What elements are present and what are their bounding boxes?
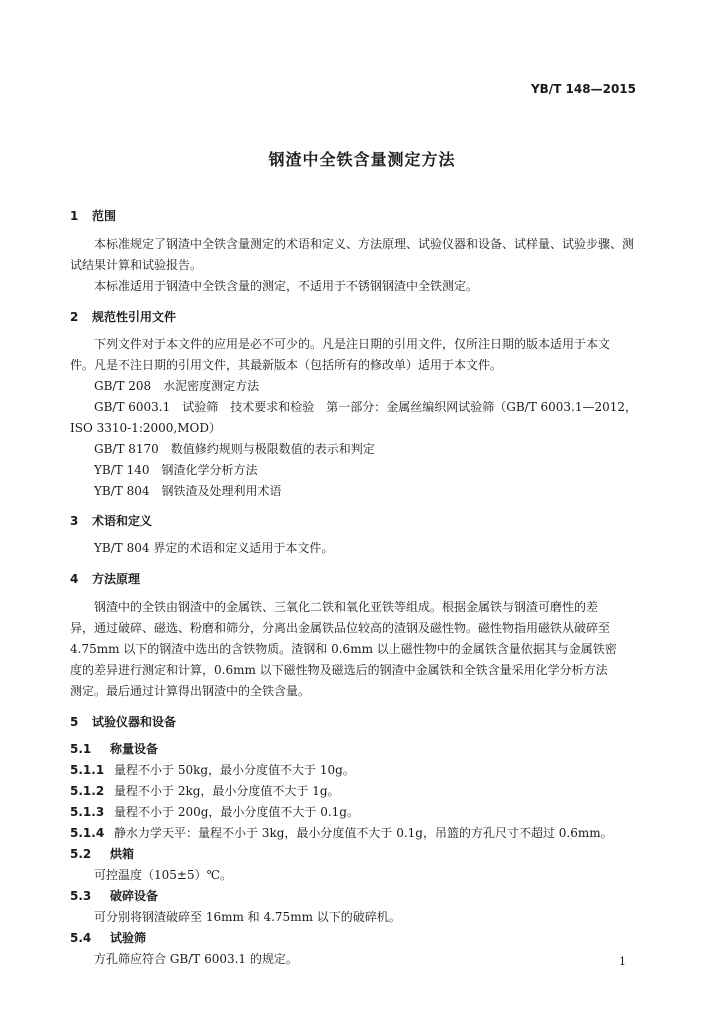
clause-number: 5.1.3 <box>70 805 105 819</box>
section-2-heading <box>70 309 642 325</box>
section-4-line-1: 钢渣中的全铁由钢渣中的金属铁、三氧化二铁和氧化亚铁等组成。根据金属铁与钢渣可磨性的差 <box>94 600 599 614</box>
section-title: 范围 <box>92 209 117 223</box>
reference-gb-t-208: GB/T 208 水泥密度测定方法 <box>94 379 260 393</box>
clause-text: 量程不小于 50kg，最小分度值不大于 10g。 <box>114 763 355 777</box>
clause-number: 5.1.4 <box>70 826 105 840</box>
clause-5-1-4 <box>70 825 642 841</box>
reference-gb-t-6003-line-2: ISO 3310-1:2000,MOD） <box>70 421 221 435</box>
clause-5-1-3 <box>70 804 642 820</box>
subsection-title: 破碎设备 <box>110 889 159 903</box>
section-number: 5 <box>70 715 79 729</box>
section-title: 方法原理 <box>92 572 141 586</box>
subsection-5-4-text: 方孔筛应符合 GB/T 6003.1 的规定。 <box>94 952 298 966</box>
section-number: 3 <box>70 514 79 528</box>
clause-text: 量程不小于 2kg，最小分度值不大于 1g。 <box>114 784 340 798</box>
section-4-line-2: 异，通过破碎、磁选、粉磨和筛分，分离出金属铁品位较高的渣钢及磁性物。磁性物指用磁铁从破碎至 <box>70 621 611 635</box>
section-1-paragraph-1-line-2: 试结果计算和试验报告。 <box>70 258 203 272</box>
page-number: 1 <box>619 955 626 968</box>
clause-number: 5.1.2 <box>70 784 105 798</box>
reference-gb-t-6003-line-1: GB/T 6003.1 试验筛 技术要求和检验 第一部分：金属丝编织网试验筛（GB/T 6003.1—2012， <box>94 400 638 414</box>
section-2-paragraph-line-1: 下列文件对于本文件的应用是必不可少的。凡是注日期的引用文件，仅所注日期的版本适用于本文 <box>94 337 611 351</box>
subsection-title: 试验筛 <box>110 931 147 945</box>
subsection-5-2-heading <box>70 846 642 862</box>
subsection-number: 5.1 <box>70 742 92 756</box>
subsection-title: 称量设备 <box>110 742 159 756</box>
section-3-heading <box>70 513 642 529</box>
section-4-line-4: 度的差异进行测定和计算，0.6mm 以下磁性物及磁选后的钢渣中金属铁和全铁含量采用化学分析方法 <box>70 663 608 677</box>
clause-5-1-2 <box>70 783 642 799</box>
subsection-title: 烘箱 <box>110 847 135 861</box>
section-number: 1 <box>70 209 79 223</box>
standard-code: YB/T 148—2015 <box>530 82 636 96</box>
section-number: 2 <box>70 310 79 324</box>
section-title: 试验仪器和设备 <box>92 715 177 729</box>
section-title: 规范性引用文件 <box>92 310 177 324</box>
section-5-heading <box>70 714 642 730</box>
section-title: 术语和定义 <box>92 514 153 528</box>
section-2-paragraph-line-2: 件。凡是不注日期的引用文件，其最新版本（包括所有的修改单）适用于本文件。 <box>70 358 503 372</box>
subsection-5-3-text: 可分别将钢渣破碎至 16mm 和 4.75mm 以下的破碎机。 <box>94 910 401 924</box>
clause-text: 静水力学天平：量程不小于 3kg，最小分度值不大于 0.1g，吊篮的方孔尺寸不超过 0.6mm。 <box>114 826 613 840</box>
reference-yb-t-804: YB/T 804 钢铁渣及处理利用术语 <box>94 484 282 498</box>
section-4-line-3: 4.75mm 以下的钢渣中选出的含铁物质。渣钢和 0.6mm 以上磁性物中的金属铁含量依据其与金属铁密 <box>70 642 617 656</box>
section-3-paragraph: YB/T 804 界定的术语和定义适用于本文件。 <box>94 541 334 555</box>
clause-text: 量程不小于 200g，最小分度值不大于 0.1g。 <box>114 805 359 819</box>
subsection-number: 5.3 <box>70 889 92 903</box>
clause-5-1-1 <box>70 762 642 778</box>
section-4-heading <box>70 571 642 587</box>
reference-yb-t-140: YB/T 140 钢渣化学分析方法 <box>94 463 258 477</box>
section-1-paragraph-2: 本标准适用于钢渣中全铁含量的测定，不适用于不锈钢钢渣中全铁测定。 <box>94 279 479 293</box>
subsection-number: 5.2 <box>70 847 92 861</box>
subsection-5-2-text: 可控温度（105±5）℃。 <box>94 868 233 882</box>
subsection-number: 5.4 <box>70 931 92 945</box>
section-number: 4 <box>70 572 79 586</box>
document-title: 钢渣中全铁含量测定方法 <box>268 150 456 169</box>
section-1-heading <box>70 208 642 224</box>
subsection-5-3-heading <box>70 888 642 904</box>
subsection-5-4-heading <box>70 930 642 946</box>
reference-gb-t-8170: GB/T 8170 数值修约规则与极限数值的表示和判定 <box>94 442 375 456</box>
clause-number: 5.1.1 <box>70 763 105 777</box>
section-4-line-5: 测定。最后通过计算得出钢渣中的全铁含量。 <box>70 684 311 698</box>
section-1-paragraph-1-line-1: 本标准规定了钢渣中全铁含量测定的术语和定义、方法原理、试验仪器和设备、试样量、试验步骤、测 <box>94 237 635 251</box>
subsection-5-1-heading <box>70 741 642 757</box>
